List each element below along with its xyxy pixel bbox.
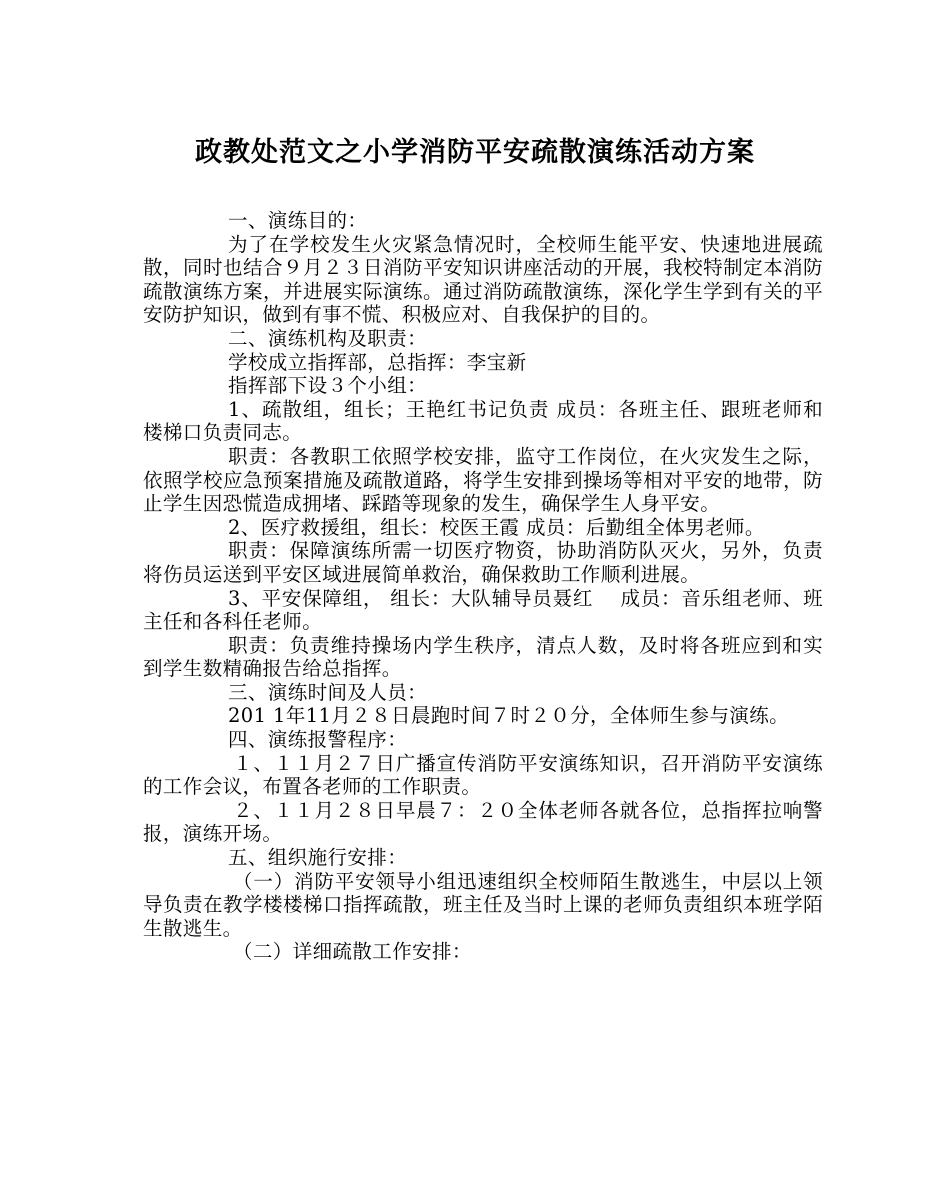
section-heading-implementation: 五、组织施行安排： [228, 846, 408, 870]
paragraph-implementation-1: （一）消防平安领导小组迅速组织全校师陌生散逃生，中层以上领导负责在教学楼楼梯口指挥疏散，班主任及当时上课的老师负责组织本班学陌生散逃生。 [143, 869, 823, 940]
paragraph-commander: 学校成立指挥部，总指挥：李宝新 [228, 350, 527, 374]
section-heading-purpose: 一、演练目的： [228, 209, 368, 232]
section-heading-alarm: 四、演练报警程序： [228, 728, 408, 752]
paragraph-alarm-step-2: ２、１１月２８日早晨７：２０全体老师各就各位，总指挥拉响警报，演练开场。 [143, 798, 823, 846]
paragraph-safety-group: 3、平安保障组， 组长：大队辅导员聂红 成员：音乐组老师、班主任和各科任老师。 [143, 586, 823, 634]
paragraph-purpose: 为了在学校发生火灾紧急情况时，全校师生能平安、快速地进展疏散，同时也结合９月２３日消防平安知识讲座活动的开展，我校特制定本消防疏散演练方案，并进展实际演练。通过消防疏散演练，深化学生学到有关的平安防护知识，做到有事不慌、积极应对、自我保护的目的。 [143, 232, 823, 327]
paragraph-safety-duties: 职责：负责维持操场内学生秩序，清点人数，及时将各班应到和实到学生数精确报告给总指挥。 [143, 633, 823, 681]
paragraph-alarm-step-1: １、１１月２７日广播宣传消防平安演练知识，召开消防平安演练的工作会议，布置各老师的工作职责。 [143, 751, 823, 799]
paragraph-medical-group: 2、医疗救援组，组长：校医王霞 成员：后勤组全体男老师。 [228, 515, 765, 539]
paragraph-evacuation-group: 1、疏散组，组长；王艳红书记负责 成员：各班主任、跟班老师和楼梯口负责同志。 [143, 397, 823, 445]
section-heading-time: 三、演练时间及人员： [228, 680, 428, 704]
paragraph-groups: 指挥部下设３个小组： [228, 374, 428, 398]
section-heading-organization: 二、演练机构及职责： [228, 326, 428, 350]
document-body [143, 209, 823, 964]
paragraph-time: 201 1年11月２８日晨跑时间７时２０分，全体师生参与演练。 [228, 704, 790, 728]
document-title: 政教处范文之小学消防平安疏散演练活动方案 [195, 137, 755, 168]
paragraph-implementation-2: （二）详细疏散工作安排： [233, 940, 472, 964]
paragraph-evacuation-duties: 职责：各教职工依照学校安排，监守工作岗位，在火灾发生之际，依照学校应急预案措施及疏散道路，将学生安排到操场等相对平安的地带，防止学生因恐慌造成拥堵、踩踏等现象的发生，确保学生人身平安。 [143, 444, 823, 516]
paragraph-medical-duties: 职责：保障演练所需一切医疗物资，协助消防队灭火，另外，负责将伤员运送到平安区域进展简单救治，确保救助工作顺利进展。 [143, 539, 823, 586]
